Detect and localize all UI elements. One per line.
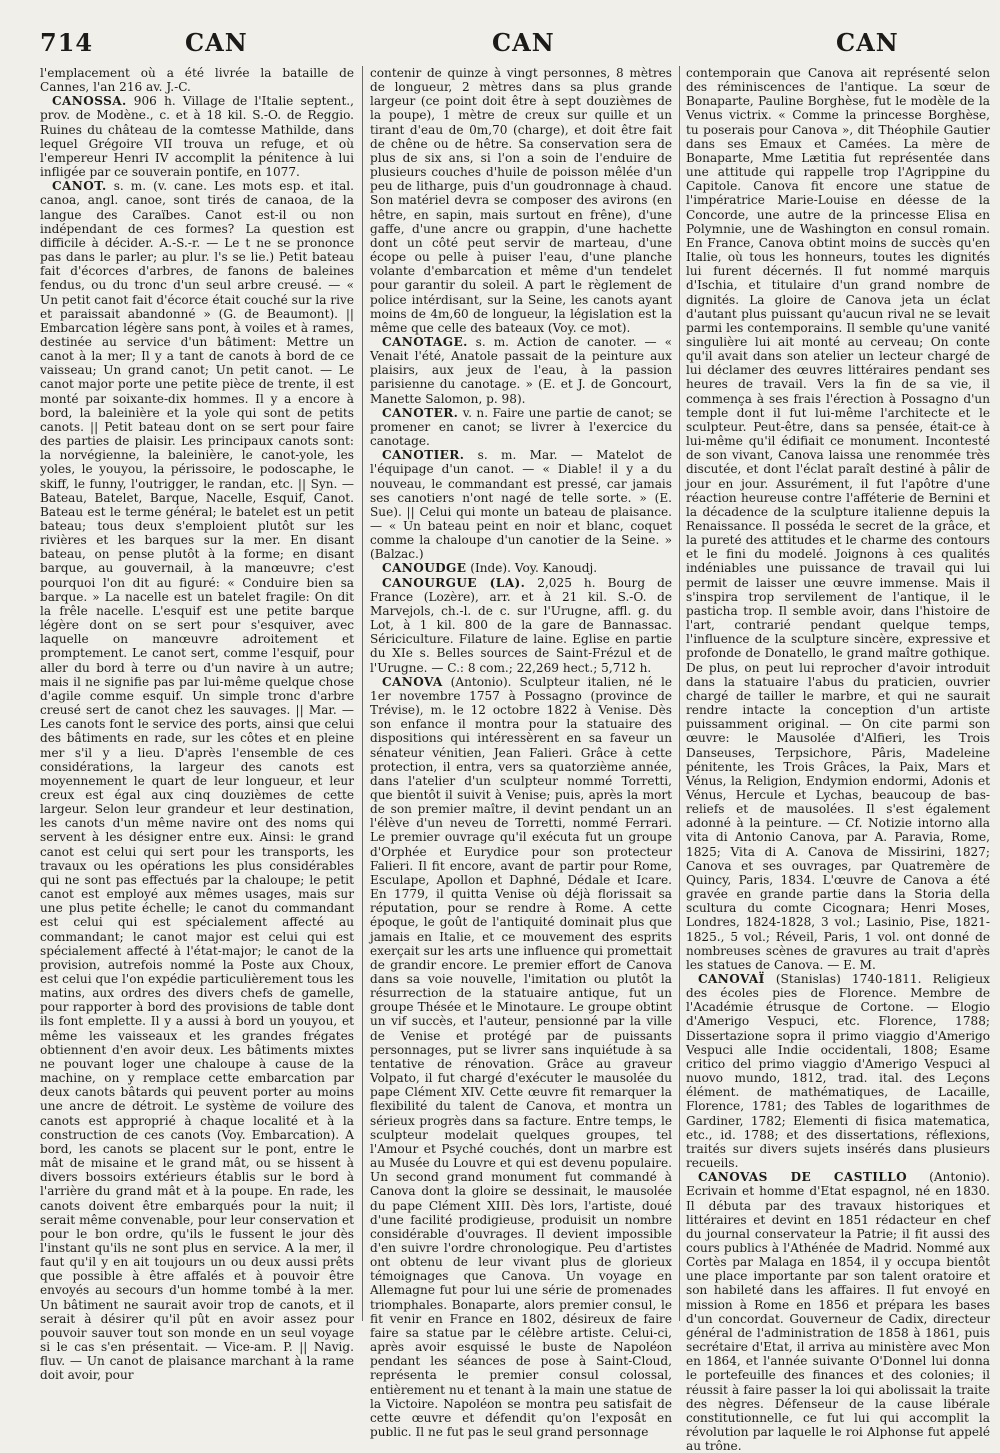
entry-text: s. m. (v. cane. Les mots esp. et ital. canoa, angl. canoe, sont tirés de canaoa, de la langue des Caraïbes. Canot est-il ou non indépendant de ces formes? La question est difficile à décider. A.-S.-r. — Le t ne se prononce pas dans le parler; au plur. l's se lie.) Petit bateau fait d'écorces d'arbres, de fanons de baleines fendus, ou du tronc d'un seul arbre creusé. — « Un petit canot fait d'écorce était couché sur la rive et paraissait abandonné » (G. de Beaumont). || Embarcation légère sans pont, à voiles et à rames, destinée au service d'un bâtiment: Mettre un canot à la mer; Il y a tant de canots à bord de ce vaisseau; Un grand canot; Un petit canot. — Le canot major porte une petite pièce de trente, il est monté par soixante-dix hommes. Il y a encore à bord, la baleinière et la yole qui sont de petits canots. || Petit bateau dont on se sert pour faire des parties de plaisir. Les principaux canots sont: la norvégienne, la baleinière, le canot-yole, les yoles, le youyou, la périssoire, le podoscaphe, le skiff, le funny, l'outrigger, le randan, etc. || Syn. — Bateau, Batelet, Barque, Nacelle, Esquif, Canot. Bateau est le terme général; le batelet est un petit bateau; tous deux s'emploient plutôt sur les rivières et les barques sur la mer. En disant bateau, on pense plutôt à la forme; en disant barque, au gouvernail, à la manœuvre; c'est pourquoi l'on dit au figuré: « Conduire bien sa barque. » La nacelle est un batelet fragile: On dit la frêle nacelle. L'esquif est une petite barque légère dont on se sert pour s'esquiver, avec laquelle on manœuvre adroitement et promptement. Le canot sert, comme l'esquif, pour aller du bord à terre ou d'un navire à un autre; mais il ne signifie pas par lui-même quelque chose d'agile comme esquif. Un simple tronc d'arbre creusé sert de canot chez les sauvages. || Mar. — Les canots font le service des ports, ainsi que celui des bâtiments en rade, sur les côtes et en pleine mer s'il y a lieu. D'après l'ensemble de ces considérations, la largeur des canots est moyennement le quart de leur longueur, et leur creux est égal aux cinq douzièmes de cette largeur. Selon leur grandeur et leur destination, les canots d'un même navire ont des noms qui servent à les désigner entre eux. Ainsi: le grand canot est celui qui sert pour les transports, les travaux ou les opérations les plus considérables qui ne sont pas effectués par la chaloupe; le petit canot est employé aux mêmes usages, mais sur une plus petite échelle; le canot du commandant est celui qui est spécialement affecté au commandant; le canot major est celui qui est spécialement affecté à l'état-major; le canot de la provision, autrefois nommé la Poste aux Choux, est celui que l'on expédie particulièrement tous les matins, aux ordres des divers chefs de gamelle, pour rapporter à bord des provisions de table dont ils font emplette. Il y a aussi à bord un youyou, et même les vaisseaux et les grandes frégates obtiennent d'en avoir deux. Les bâtiments mixtes ne pouvant loger une chaloupe à cause de la machine, on y remplace cette embarcation par deux canots bâtards qui peuvent porter au moins une ancre de détroit. Le système de voilure des canots est approprié à chaque localité et à la construction de ces canots (Voy. Embarcation). A bord, les canots se placent sur le pont, entre le mât de misaine et le grand mât, ou se hissent à divers bossoirs extérieurs établis sur le bord à l'arrière du grand mât et à la poupe. En rade, les canots doivent être embarqués pour la nuit; il serait même convenable, pour leur conservation et pour le bon ordre, qu'ils le fussent le jour dès l'instant qu'ils ne sont plus en service. A la mer, il faut qu'il y en ait toujours un ou deux aussi prêts que possible à être affalés et à pouvoir être envoyés au secours d'un homme tombé à la mer. Un bâtiment ne saurait avoir trop de canots, et il serait à désirer qu'il pût en avoir assez pour pouvoir sauver tout son monde en un seul voyage si le cas s'en présentait. — Vice-am. P. || Navig. fluv. — Un canot de plaisance marchant à la rame doit avoir, pour [40, 179, 354, 1383]
entry-text: (Antonio). Ecrivain et homme d'Etat espagnol, né en 1830. Il débuta par des travaux historiques et littéraires et devint en 1851 rédacteur en chef du journal conservateur la Patrie; il fit aussi des cours publics à l'Athénée de Madrid. Nommé aux Cortès par Malaga en 1854, il y occupa bientôt une place importante par son talent oratoire et son habileté dans les affaires. Il fut envoyé en mission à Rome en 1856 et prépara les bases d'un concordat. Gouverneur de Cadix, directeur général de l'administration de 1858 à 1861, puis secrétaire d'Etat, il arriva au ministère avec Mon en 1864, et l'année suivante O'Donnel lui donna le portefeuille des finances et des colonies; il réussit à faire passer la loi qui abolissait la traite des nègres. Défenseur de la cause libérale constitutionnelle, ce fut lui qui accomplit la révolution par laquelle le roi Alphonse fut appelé au trône. [686, 1170, 990, 1453]
running-head-right: CAN [836, 28, 899, 57]
text-column-middle [370, 66, 672, 1439]
entry-text: s. m. Mar. — Matelot de l'équipage d'un canot. — « Diable! il y a du nouveau, le commandant est pressé, car jamais ses canotiers n'ont nagé de telle sorte. » (E. Sue). || Celui qui monte un bateau de plaisance. — « Un bateau peint en noir et blanc, coquet comme la chaloupe d'un canotier de la Seine. » (Balzac.) [370, 448, 672, 562]
entry-text: (Stanislas) 1740-1811. Religieux des écoles pies de Florence. Membre de l'Académie étrusque de Cortone. — Elogio d'Amerigo Vespuci, etc. Florence, 1788; Dissertazione sopra il primo viaggio d'Amerigo Vespuci alle Indie occidentali, 1808; Esame critico del primo viaggio d'Amerigo Vespuci al nuovo mundo, 1812, trad. ital. des Leçons élément. de mathématiques, de Lacaille, Florence, 1781; des Tables de logarithmes de Gardiner, 1782; Elementi di fisica matematica, etc., id. 1788; et des dissertations, réflexions, traités sur divers sujets insérés dans plusieurs recueils. [686, 972, 990, 1171]
text-column-right [686, 66, 990, 1453]
entry-headword: CANOUDGE [382, 561, 467, 576]
dictionary-entry [370, 561, 672, 575]
running-head-left: CAN [185, 28, 248, 57]
dictionary-entry [40, 179, 354, 1382]
page-number: 714 [40, 28, 94, 57]
dictionary-entry [686, 972, 990, 1170]
entry-text: (Inde). Voy. Kanoudj. [466, 561, 598, 576]
entry-headword: CANOTIER. [382, 448, 465, 463]
entry-headword: CANOVA [382, 674, 443, 689]
entry-headword: CANOTER. [382, 405, 459, 420]
dictionary-entry [370, 448, 672, 561]
column-divider [679, 66, 680, 1321]
dictionary-entry [370, 335, 672, 406]
dictionary-entry [40, 94, 354, 179]
entry-text: (Antonio). Sculpteur italien, né le 1er novembre 1757 à Possagno (province de Trévise), m. le 12 octobre 1822 à Venise. Dès son enfance il montra pour la statuaire des dispositions qui intéressèrent en sa faveur un sénateur vénitien, Jean Falieri. Grâce à cette protection, il entra, vers sa quatorzième année, dans l'atelier d'un sculpteur nommé Torretti, que bientôt il suivit à Venise; puis, après la mort de son premier maître, il devint pendant un an l'élève d'un neveu de Torretti, nommé Ferrari. Le premier ouvrage qu'il exécuta fut un groupe d'Orphée et Eurydice pour son protecteur Falieri. Il fit encore, avant de partir pour Rome, Esculape, Apollon et Daphné, Dédale et Icare. En 1779, il quitta Venise où déjà florissait sa réputation, pour se rendre à Rome. A cette époque, le goût de l'antiquité dominait plus que jamais en Italie, et ce mouvement des esprits exerçait sur les arts une influence qui promettait de grandir encore. Le premier effort de Canova dans sa voie nouvelle, l'imitation ou plutôt la résurrection de la statuaire antique, fut un groupe Thésée et le Minotaure. Le groupe obtint un vif succès, et l'auteur, pensionné par la ville de Venise et protégé par de puissants personnages, put se livrer sans inquiétude à sa tentative de rénovation. Grâce au graveur Volpato, il fut chargé d'exécuter le mausolée du pape Clément XIV. Cette œuvre fit remarquer la flexibilité du talent de Canova, et montra un sérieux progrès dans sa facture. Entre temps, le sculpteur modelait quelques groupes, tel l'Amour et Psyché couchés, dont un marbre est au Musée du Louvre et qui est devenu populaire. Un second grand monument fut commandé à Canova dont la gloire se dessinait, le mausolée du pape Clément XIII. Dès lors, l'artiste, doué d'une facilité prodigieuse, produisit un nombre considérable d'ouvrages. Il devient impossible d'en suivre l'ordre chronologique. Peu d'artistes ont obtenu de leur vivant plus de glorieux témoignages que Canova. Un voyage en Allemagne fut pour lui une série de promenades triomphales. Bonaparte, alors premier consul, le fit venir en France en 1802, désireux de faire faire sa statue par le célèbre artiste. Celui-ci, après avoir esquissé le buste de Napoléon pendant les séances de pose à Saint-Cloud, représenta le premier consul colossal, entièrement nu et tenant à la main une statue de la Victoire. Napoléon se montra peu satisfait de cette œuvre et défendit qu'on l'exposât en public. Il ne fut pas le seul grand personnage [370, 674, 672, 1439]
dictionary-entry [686, 1170, 990, 1453]
entry-headword: CANOVAS DE CASTILLO [698, 1170, 908, 1185]
entry-text: v. n. Faire une partie de canot; se promener en canot; se livrer à l'exercice du canotage. [370, 405, 672, 449]
entry-text: 906 h. Village de l'Italie septent., prov. de Modène., c. et à 18 kil. S.-O. de Reggio. Ruines du château de la comtesse Mathilde, dans lequel Grégoire VII trouva un refuge, et où l'empereur Henri IV accomplit la pénitence à lui infligée par ce souverain pontife, en 1077. [40, 94, 354, 180]
column-divider [362, 66, 363, 1321]
dictionary-entry [370, 576, 672, 675]
entry-headword: CANOVAÏ [698, 972, 765, 986]
entry-continuation [686, 66, 990, 972]
entry-text: contenir de quinze à vingt personnes, 8 mètres de longueur, 2 mètres dans sa plus grande largeur (ce point doit être à sept douzièmes de la poupe), 1 mètre de creux sur quille et un tirant d'eau de 0m,70 (charge), et doit être fait de chêne ou de hêtre. Sa conservation sera de plus de six ans, si l'on a soin de l'enduire de plusieurs couches d'huile de poisson mêlée d'un peu de litharge, puis d'un goudronnage à chaud. Son matériel devra se composer des avirons (en hêtre, en sapin, mais surtout en frêne), d'une gaffe, d'une ancre ou grappin, d'une hachette dont un côté peut servir de marteau, d'une écope ou pelle à puiser l'eau, d'une planche volante d'embarcation et même d'un tendelet pour garantir du soleil. A part le règlement de police intérdisant, sur la Seine, les canots ayant moins de 4m,60 de longueur, la législation est la même que celle des bateaux (Voy. ce mot). [370, 66, 672, 335]
entry-continuation [370, 66, 672, 335]
dictionary-entry [370, 675, 672, 1439]
entry-text: s. m. Action de canoter. — « Venait l'été, Anatole passait de la peinture aux plaisirs, aux jeux de l'eau, à la passion parisienne du canotage. » (E. et J. de Goncourt, Manette Salomon, p. 98). [370, 334, 672, 406]
entry-headword: CANOT. [52, 179, 107, 194]
entry-text: l'emplacement où a été livrée la bataille de Cannes, l'an 216 av. J.-C. [40, 66, 354, 95]
entry-text: contemporain que Canova ait représenté selon des réminiscences de l'antique. La sœur de Bonaparte, Pauline Borghèse, fut le modèle de la Venus victrix. « Comme la princesse Borghèse, tu poserais pour Canova », dit Théophile Gautier dans ses Emaux et Camées. La mère de Bonaparte, Mme Lætitia fut représentée dans une attitude qui rappelle trop l'Agrippine du Capitole. Canova fit encore une statue de l'impératrice Marie-Louise en déesse de la Concorde, une autre de la princesse Elisa en Polymnie, une de Washington en consul romain. En France, Canova obtint moins de succès qu'en Italie, où tous les honneurs, toutes les dignités lui furent décernés. Il fut nommé marquis d'Ischia, et titulaire d'un grand nombre de dignités. La gloire de Canova jeta un éclat d'autant plus puissant qu'aucun rival ne se levait parmi les contemporains. Il semble qu'une vanité singulière lui ait monté au cerveau; On conte qu'il avait dans son atelier un lecteur chargé de lui déclamer des œuvres littéraires pendant ses heures de travail. Vers la fin de sa vie, il commença à ses frais l'érection à Possagno d'un temple dont il fut lui-même l'architecte et le sculpteur. Peut-être, dans sa pensée, était-ce à lui-même qu'il édifiait ce monument. Incontesté de son vivant, Canova laissa une renommée très discutée, et dont l'éclat paraît destiné à pâlir de jour en jour. Assurément, il fut l'apôtre d'une réaction heureuse contre l'afféterie de Bernini et la décadence de la sculpture italienne depuis la Renaissance. Il posséda le secret de la grâce, et la pureté des attitudes et le charme des contours et le fini du modelé. Joignons à ces qualités indéniables une puissance de travail qui lui permit de laisser une œuvre immense. Mais il s'inspira trop servilement de l'antique, il le pasticha trop. Il semble avoir, dans l'histoire de l'art, contrarié pendant quelque temps, l'influence de la sculpture sincère, expressive et profonde de Donatello, le grand maître gothique. De plus, on peut lui reprocher d'avoir introduit dans la statuaire l'abus du praticien, ouvrier chargé de tailler le marbre, et qui ne saurait rendre intacte la conception d'un artiste puissamment original. — On cite parmi son œuvre: le Mausolée d'Alfieri, les Trois Danseuses, Terpsichore, Pâris, Madeleine pénitente, les Trois Grâces, la Paix, Mars et Vénus, la Religion, Endymion endormi, Adonis et Vénus, Hercule et Lychas, beaucoup de bas-reliefs et de mausolées. Il s'est également adonné à la peinture. — Cf. Notizie intorno alla vita di Antonio Canova, par A. Paravia, Rome, 1825; Vita di A. Canova de Missirini, 1827; Canova et ses ouvrages, par Quatremère de Quincy, Paris, 1834. L'œuvre de Canova a été gravée en grande partie dans la Storia della scultura du comte Cicognara; Henri Moses, Londres, 1824-1828, 3 vol.; Lasinio, Pise, 1821-1825., 5 vol.; Réveil, Paris, 1 vol. ont donné de nombreuses scènes de gravures au trait d'après les statues de Canova. — E. M. [686, 66, 990, 972]
entry-headword: CANOTAGE. [382, 334, 468, 349]
running-head-center: CAN [492, 28, 555, 57]
text-column-left [40, 66, 354, 1383]
entry-continuation [40, 66, 354, 94]
dictionary-entry [370, 406, 672, 448]
entry-headword: CANOURGUE (LA). [382, 575, 526, 590]
entry-text: 2,025 h. Bourg de France (Lozère), arr. et à 21 kil. S.-O. de Marvejols, ch.-l. de c. sur l'Urugne, affl. g. du Lot, à 1 kil. 800 de la gare de Bannassac. Sériciculture. Filature de laine. Eglise en partie du XIe s. Belles sources de Saint-Frézul et de l'Urugne. — C.: 8 com.; 22,269 hect.; 5,712 h. [370, 575, 672, 675]
entry-headword: CANOSSA. [52, 94, 127, 109]
